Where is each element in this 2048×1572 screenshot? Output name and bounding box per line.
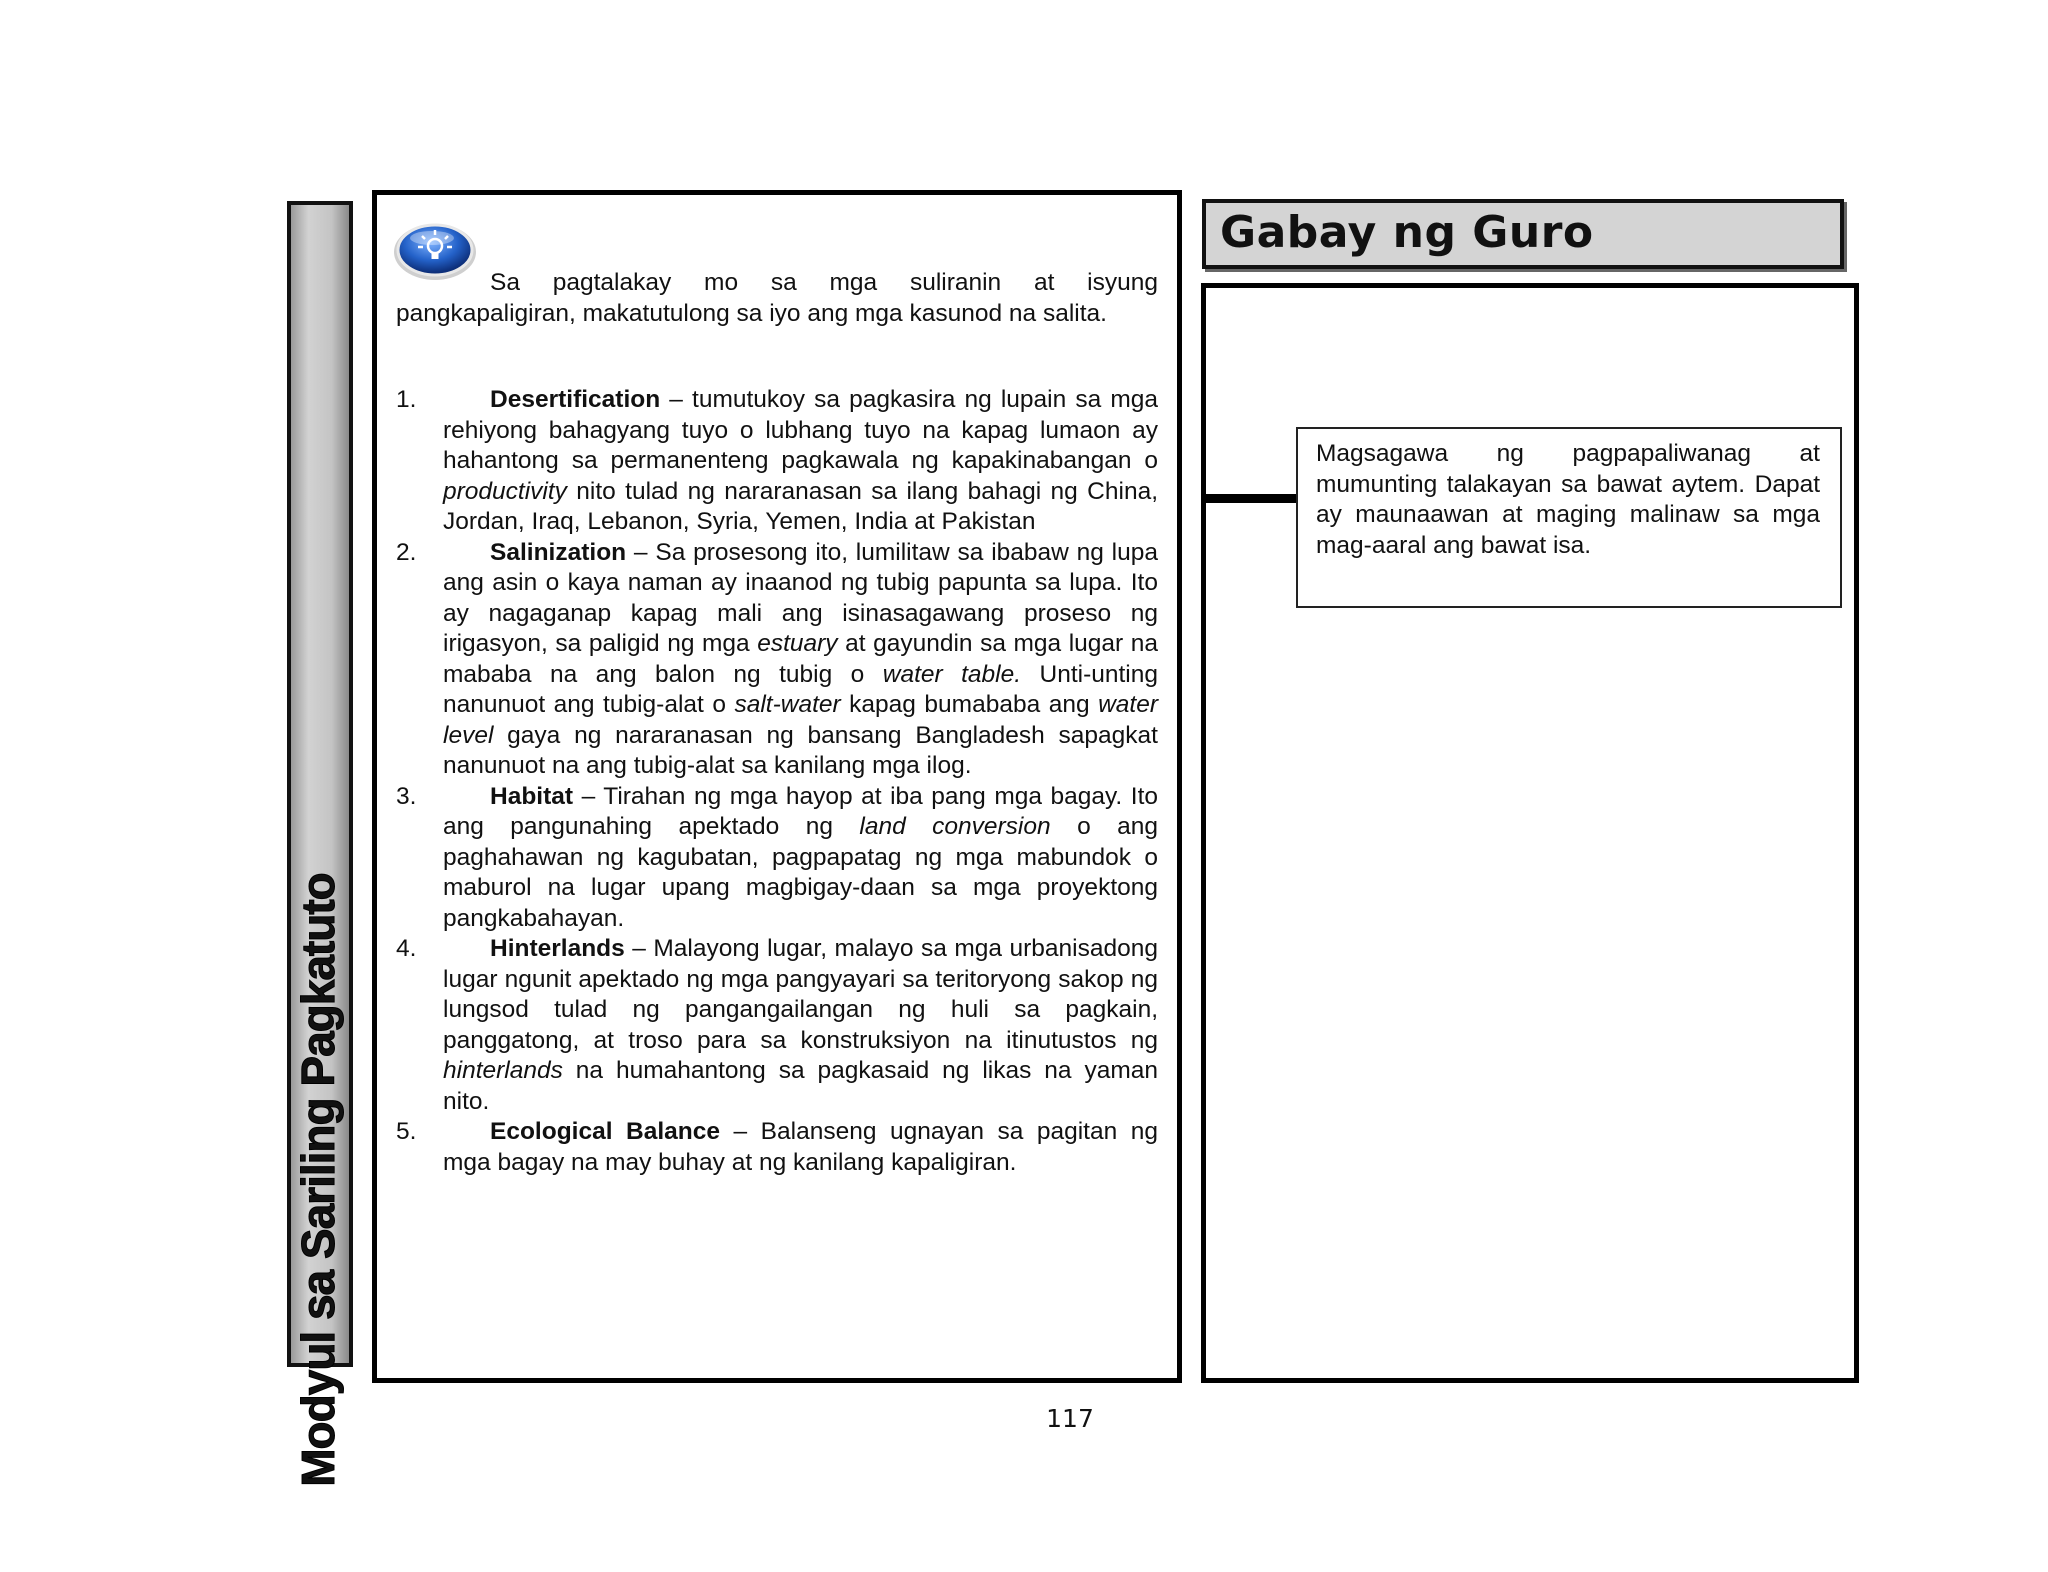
definition-text: Unti-unting nanunuot ang tubig-alat o	[443, 660, 1158, 718]
definition-text: – tumutukoy sa pagkasira ng lupain sa mga rehiyong bahagyang tuyo o lubhang tuyo na kapag lumaon ay hahantong sa permanenteng pagkawala ng kapakinabangan o	[443, 386, 1158, 474]
guide-note-text: Magsagawa ng pagpapaliwanag at mumunting talakayan sa bawat aytem. Dapat ay maunaawan at maging malinaw sa mga mag-aaral ang bawat isa.	[1316, 440, 1820, 559]
definition-text: – Sa prosesong ito, lumilitaw sa ibabaw ng lupa ang asin o kaya naman ay inaanod ng tubig papunta sa lupa. Ito ay nagaganap kapag mali ang isinasagawang proseso ng irigasyon, sa paligid ng mga	[443, 538, 1158, 657]
definition-italic-text: hinterlands	[443, 1057, 563, 1084]
definition-term: Desertification	[490, 386, 661, 413]
definition-item	[396, 538, 1158, 782]
definition-italic-text: productivity	[443, 477, 567, 505]
connector-line	[1204, 494, 1299, 503]
definition-italic-text: water level	[443, 691, 1158, 749]
definition-term: Habitat	[490, 782, 574, 810]
item-number: 3.	[396, 782, 417, 810]
definition-item	[396, 934, 1158, 1117]
definition-term: Ecological Balance	[490, 1118, 721, 1145]
definition-item	[396, 782, 1158, 935]
definition-text: kapag bumababa ang	[840, 691, 1099, 718]
definition-item	[396, 1117, 1158, 1178]
definition-italic-text: land conversion	[859, 813, 1051, 840]
module-vertical-title: Modyul sa Sariling Pagkatuto	[292, 873, 344, 1487]
guide-note-box	[1296, 427, 1842, 608]
definition-text: gaya ng nararanasan ng bansang Bangladesh sapagkat nanunuot na ang tubig-alat sa kanilang mga ilog.	[443, 721, 1158, 779]
item-number: 2.	[396, 538, 417, 566]
definition-text: nito tulad ng nararanasan sa ilang bahagi ng China, Jordan, Iraq, Lebanon, Syria, Yemen, India at Pakistan	[443, 477, 1158, 535]
definition-text: – Malayong lugar, malayo sa mga urbanisadong lugar ngunit apektado ng mga pangyayari sa teritoryong sakop ng lungsod tulad ng pangangailangan ng huli sa pagkain, panggatong, at troso para sa konstruksiyon na itinutustos ng	[443, 935, 1158, 1054]
definition-text: at gayundin sa mga lugar na mababa na ang balon ng tubig o	[443, 630, 1158, 688]
item-number: 1.	[396, 386, 417, 413]
definition-italic-text: water table.	[882, 660, 1022, 688]
definition-term: Salinization	[490, 538, 627, 566]
intro-paragraph	[396, 268, 1158, 329]
definition-text: – Tirahan ng mga hayop at iba pang mga bagay. Ito ang pangunahing apektado ng	[443, 782, 1158, 840]
item-number: 5.	[396, 1118, 417, 1145]
page-number: 117	[1046, 1404, 1094, 1433]
definition-italic-text: salt-water	[734, 691, 841, 718]
definition-text: o ang paghahawan ng kagubatan, pagpapatag ng mga mabundok o maburol na lugar upang magbigay-daan sa mga proyektong pangkabahayan.	[443, 813, 1159, 932]
guide-title: Gabay ng Guro	[1220, 207, 1594, 258]
definition-term: Hinterlands	[490, 935, 625, 962]
intro-text: Sa pagtalakay mo sa mga suliranin at isyung pangkapaligiran, makatutulong sa iyo ang mga kasunod na salita.	[396, 269, 1158, 327]
definition-italic-text: estuary	[757, 630, 838, 657]
definitions-list	[396, 385, 1158, 1178]
definition-text: – Balanseng ugnayan sa pagitan ng mga bagay na may buhay at ng kanilang kapaligiran.	[443, 1118, 1158, 1176]
guide-header	[1202, 199, 1844, 269]
definition-item	[396, 385, 1158, 538]
item-number: 4.	[396, 935, 417, 962]
definition-text: na humahantong sa pagkasaid ng likas na yaman nito.	[443, 1057, 1158, 1115]
